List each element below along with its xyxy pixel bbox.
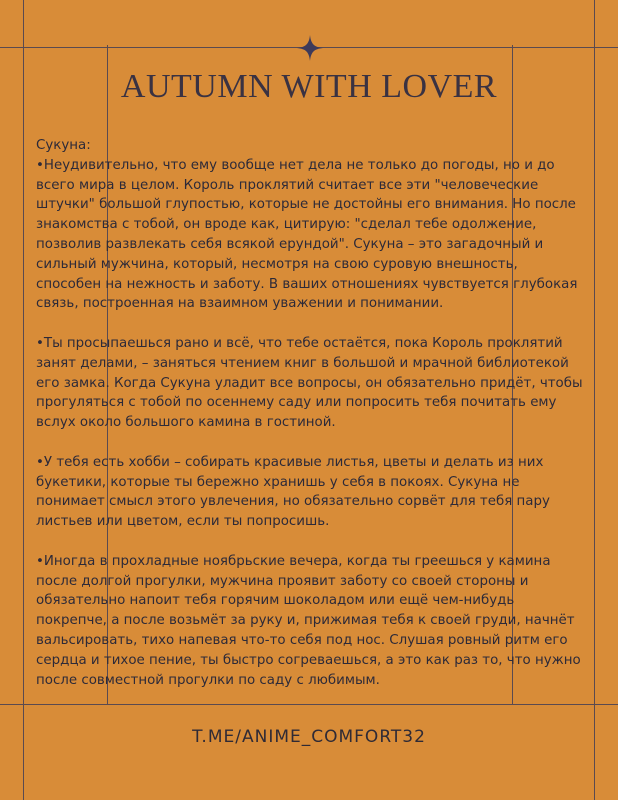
paragraph: •Иногда в прохладные ноябрьские вечера, когда ты греешься у камина после долгой прогулки, мужчина проявит заботу со своей стороны и обязательно напоит тебя горячим шоколадом или ещё чем-нибудь покрепче, а после возьмёт за руку и, прижимая тебя к своей груди, начнёт вальсировать, тихо напевая что-то себя под нос. Слушая ровный ритм его сердца и тихое пение, ты быстро согреваешься, а это как раз то, что нужно после совместной прогулки по саду с любимым. — [36, 553, 581, 688]
four-point-star-icon — [297, 35, 323, 61]
footer-channel-link[interactable]: T.ME/ANIME_COMFORT32 — [192, 727, 426, 747]
frame-left-line — [23, 0, 24, 800]
page-title: AUTUMN WITH LOVER — [120, 68, 498, 105]
paragraph: •Неудивительно, что ему вообще нет дела не только до погоды, но и до всего мира в целом. Король проклятий считает все эти "человеческие штучки" большой глупостью, которые не достойны его внимания. Но после знакомства с тобой, он вроде как, цитирую: "сделал тебе одолжение, позволив развлекать себя всякой ерундой". Сукуна – это загадочный и сильный мужчина, который, несмотря на свою суровую внешность, способен на нежность и заботу. В ваших отношениях чувствуется глубокая связь, построенная на взаимном уважении и понимании. — [36, 157, 578, 312]
paragraph: •Ты просыпаешься рано и всё, что тебе остаётся, пока Король проклятий занят делами, – заняться чтением книг в большой и мрачной библиотекой его замка. Когда Сукуна уладит все вопросы, он обязательно придёт, чтобы прогуляться с тобой по осеннему саду или попросить тебя почитать ему вслух около большого камина в гостиной. — [36, 335, 583, 431]
frame-right-line — [594, 0, 595, 800]
text-content — [36, 136, 584, 710]
character-name: Сукуна: — [36, 138, 91, 153]
paragraph: •У тебя есть хобби – собирать красивые листья, цветы и делать из них букетики, которые ты бережно хранишь у себя в покоях. Сукуна не понимает смысл этого увлечения, но обязательно сорвёт для тебя пару листьев или цветом, если ты попросишь. — [36, 454, 550, 530]
